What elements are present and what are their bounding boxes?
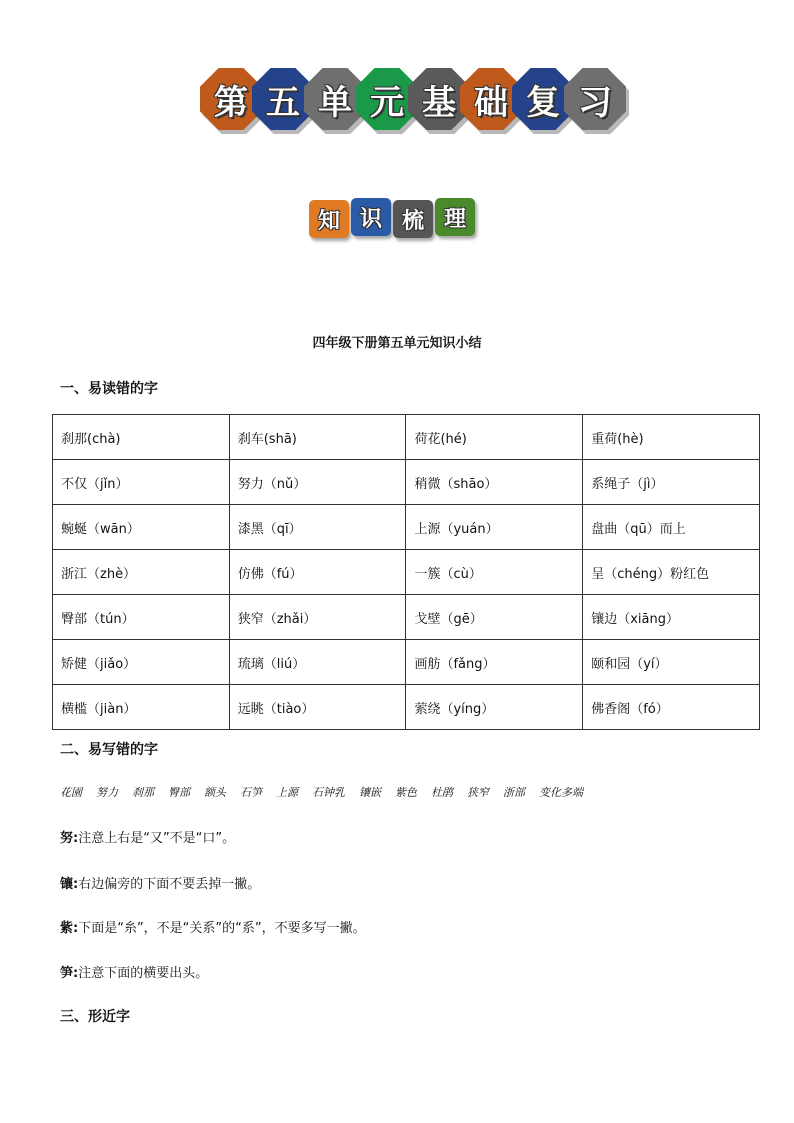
title-char: 第	[214, 82, 248, 123]
word-item: 石笋	[240, 786, 262, 799]
subtitle-char: 识	[359, 205, 382, 232]
table-cell: 镶边（xiāng）	[583, 595, 760, 640]
note-item	[60, 873, 260, 892]
section-heading-2: 二、易写错的字	[60, 742, 158, 758]
table-cell: 狭窄（zhǎi）	[229, 595, 406, 640]
table-cell: 刹那(chà)	[53, 415, 230, 460]
word-list	[60, 784, 760, 800]
table-row	[53, 685, 760, 730]
table-row	[53, 550, 760, 595]
section-heading-1: 一、易读错的字	[60, 381, 158, 397]
note-text: 下面是“糸”，不是“关系”的“系”，不要多写一撇。	[78, 921, 366, 936]
word-item: 变化多端	[539, 786, 583, 799]
table-cell: 横槛（jiàn）	[53, 685, 230, 730]
title-char: 单	[318, 82, 352, 123]
subtitle-char: 梳	[401, 207, 424, 234]
word-item: 石钟乳	[312, 786, 345, 799]
table-cell: 稍微（shāo）	[406, 460, 583, 505]
table-cell: 刹车(shā)	[229, 415, 406, 460]
title-char: 五	[266, 82, 300, 123]
table-cell: 画舫（fǎng）	[406, 640, 583, 685]
word-item: 额头	[204, 786, 226, 799]
note-text: 右边偏旁的下面不要丢掉一撇。	[78, 877, 261, 892]
table-cell: 浙江（zhè）	[53, 550, 230, 595]
table-row	[53, 505, 760, 550]
title-char: 元	[370, 82, 404, 123]
subtitle-char: 理	[443, 205, 466, 232]
table-row	[53, 595, 760, 640]
table-cell: 蜿蜒（wān）	[53, 505, 230, 550]
note-item	[60, 917, 366, 936]
title-char: 基	[422, 82, 456, 123]
note-label: 笋:	[60, 966, 79, 981]
table-cell: 远眺（tiào）	[229, 685, 406, 730]
title-char: 习	[578, 82, 612, 123]
note-label: 镶:	[60, 877, 79, 892]
table-cell: 荷花(hé)	[406, 415, 583, 460]
word-item: 狭窄	[467, 786, 489, 799]
table-cell: 萦绕（yíng）	[406, 685, 583, 730]
section-heading-3: 三、形近字	[60, 1009, 130, 1025]
note-text: 注意下面的横要出头。	[78, 966, 209, 981]
subtitle-tile	[435, 198, 475, 236]
note-item	[60, 827, 235, 846]
title-banner	[200, 68, 620, 138]
word-item: 刹那	[132, 786, 154, 799]
subtitle-tile	[309, 200, 349, 238]
word-item: 镶嵌	[359, 786, 381, 799]
subtitle-char: 知	[317, 207, 340, 234]
word-item: 上源	[276, 786, 298, 799]
table-cell: 不仅（jǐn）	[53, 460, 230, 505]
table-cell: 上源（yuán）	[406, 505, 583, 550]
table-cell: 琉璃（liú）	[229, 640, 406, 685]
table-cell: 颐和园（yí）	[583, 640, 760, 685]
word-item: 花園	[60, 786, 82, 799]
table-cell: 臀部（tún）	[53, 595, 230, 640]
title-char: 础	[474, 82, 508, 123]
word-item: 紫色	[395, 786, 417, 799]
table-cell: 矫健（jiǎo）	[53, 640, 230, 685]
word-item: 臀部	[168, 786, 190, 799]
note-label: 努:	[60, 831, 79, 846]
table-cell: 佛香阁（fó）	[583, 685, 760, 730]
word-item: 努力	[96, 786, 118, 799]
document-title: 四年级下册第五单元知识小结	[312, 336, 482, 351]
subtitle-tile	[393, 200, 433, 238]
table-cell: 系绳子（jì）	[583, 460, 760, 505]
note-label: 紫:	[60, 921, 79, 936]
note-item	[60, 962, 208, 981]
table-cell: 仿佛（fú）	[229, 550, 406, 595]
subtitle-banner	[309, 198, 479, 240]
word-item: 杜鹃	[431, 786, 453, 799]
subtitle-tile	[351, 198, 391, 236]
table-cell: 一簇（cù）	[406, 550, 583, 595]
table-row	[53, 415, 760, 460]
table-row	[53, 460, 760, 505]
vocab-table	[52, 414, 760, 730]
word-item: 浙部	[503, 786, 525, 799]
title-char: 复	[526, 82, 560, 123]
table-cell: 漆黑（qī）	[229, 505, 406, 550]
table-row	[53, 640, 760, 685]
table-cell: 盘曲（qū）而上	[583, 505, 760, 550]
note-text: 注意上右是“又”不是“口”。	[78, 831, 236, 846]
table-cell: 重荷(hè)	[583, 415, 760, 460]
table-cell: 戈壁（gē）	[406, 595, 583, 640]
title-badge	[564, 68, 626, 130]
table-cell: 努力（nǔ）	[229, 460, 406, 505]
table-cell: 呈（chéng）粉红色	[583, 550, 760, 595]
